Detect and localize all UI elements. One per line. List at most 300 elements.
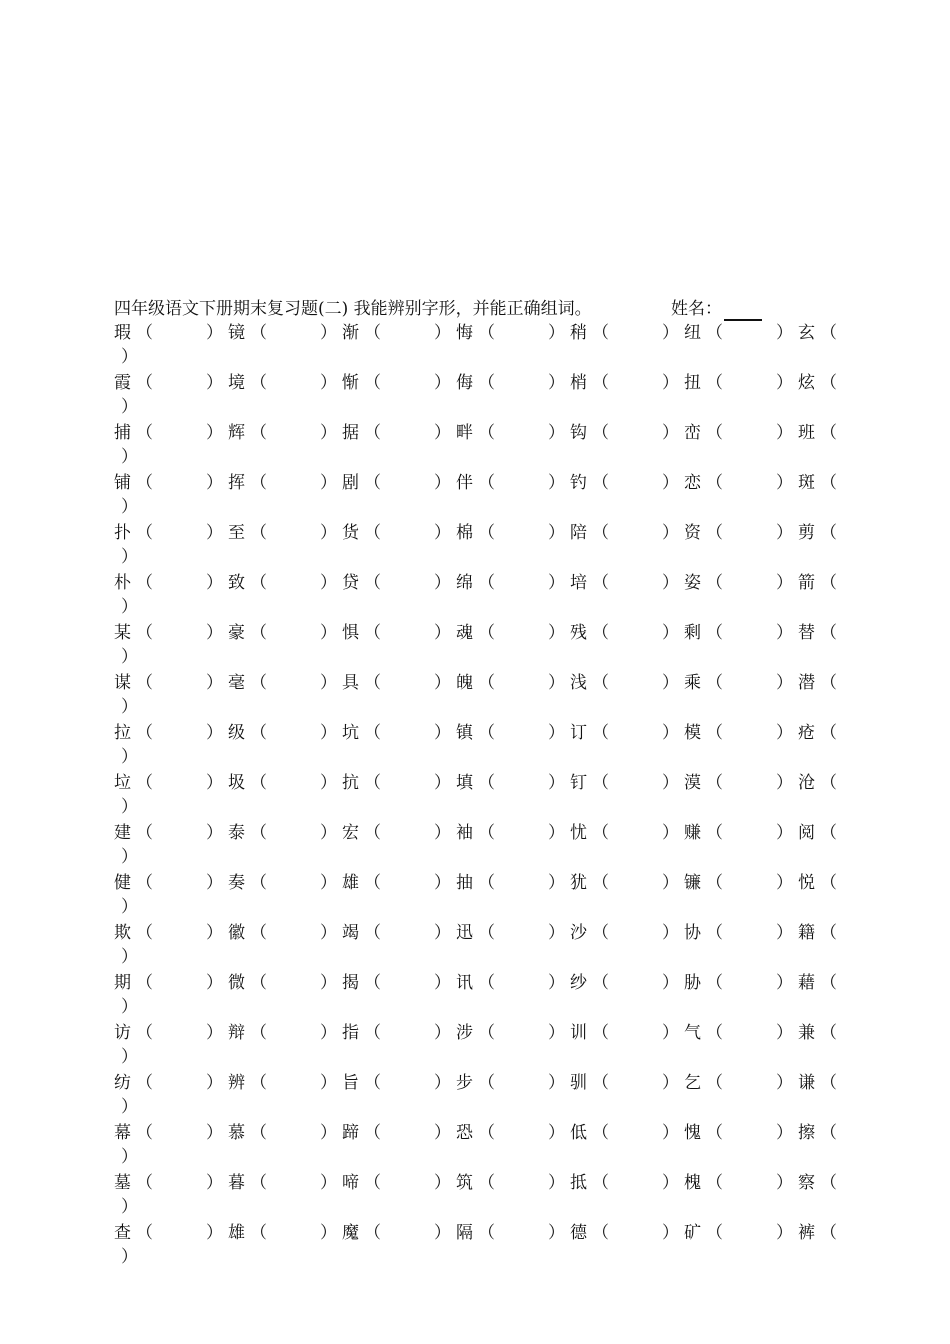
word-item: [320, 621, 434, 645]
word-item: [548, 1071, 662, 1095]
paren-close: ）: [662, 1123, 679, 1143]
answer-blank[interactable]: （: [136, 373, 153, 393]
word-item: [206, 721, 320, 745]
word-item: [206, 971, 320, 995]
name-blank[interactable]: [724, 301, 762, 321]
character: 至: [228, 523, 245, 543]
character: 徽: [228, 923, 245, 943]
paren-close: ）: [776, 573, 793, 593]
character: 察: [798, 1173, 815, 1193]
word-row: [114, 321, 844, 371]
answer-blank[interactable]: （: [592, 873, 609, 893]
paren-close: ）: [320, 523, 337, 543]
word-item: [548, 321, 662, 345]
word-item: [206, 421, 320, 445]
answer-blank[interactable]: （: [820, 1123, 837, 1143]
character: 模: [684, 723, 701, 743]
answer-blank[interactable]: （: [364, 823, 381, 843]
answer-blank[interactable]: （: [250, 473, 267, 493]
answer-blank[interactable]: （: [364, 1123, 381, 1143]
answer-blank[interactable]: （: [592, 823, 609, 843]
answer-blank[interactable]: （: [364, 1073, 381, 1093]
paren-close: ）: [320, 373, 337, 393]
paren-close: ）: [121, 447, 138, 467]
paren-close: ）: [548, 1073, 565, 1093]
answer-blank[interactable]: （: [820, 773, 837, 793]
answer-blank[interactable]: （: [478, 423, 495, 443]
character: 幕: [114, 1123, 131, 1143]
word-item: [548, 1121, 662, 1145]
answer-blank[interactable]: （: [136, 573, 153, 593]
answer-blank[interactable]: （: [706, 823, 723, 843]
answer-blank[interactable]: （: [250, 923, 267, 943]
paren-close: ）: [320, 1123, 337, 1143]
answer-blank[interactable]: （: [250, 823, 267, 843]
answer-blank[interactable]: （: [364, 523, 381, 543]
paren-close: ）: [662, 723, 679, 743]
word-item: [776, 971, 890, 995]
word-item: [320, 521, 434, 545]
paren-close: ）: [776, 473, 793, 493]
answer-blank[interactable]: （: [820, 723, 837, 743]
answer-blank[interactable]: （: [820, 323, 837, 343]
word-item: [206, 571, 320, 595]
character: 训: [570, 1023, 587, 1043]
character: 铺: [114, 473, 131, 493]
paren-close: ）: [548, 773, 565, 793]
answer-blank[interactable]: （: [478, 873, 495, 893]
word-item: [206, 921, 320, 945]
paren-close: ）: [662, 1073, 679, 1093]
character: 指: [342, 1023, 359, 1043]
paren-close: ）: [548, 923, 565, 943]
answer-blank[interactable]: （: [706, 1223, 723, 1243]
word-item: [206, 1221, 320, 1245]
answer-blank[interactable]: （: [364, 373, 381, 393]
answer-blank[interactable]: （: [592, 1123, 609, 1143]
word-row: [114, 1071, 844, 1121]
answer-blank[interactable]: （: [478, 673, 495, 693]
answer-blank[interactable]: （: [364, 323, 381, 343]
answer-blank[interactable]: （: [706, 373, 723, 393]
answer-blank[interactable]: （: [478, 773, 495, 793]
word-row: [114, 621, 844, 671]
word-item: [776, 471, 890, 495]
word-item: [776, 871, 890, 895]
character: 隔: [456, 1223, 473, 1243]
word-item: [206, 321, 320, 345]
paren-close: ）: [121, 547, 138, 567]
answer-blank[interactable]: （: [820, 823, 837, 843]
answer-blank[interactable]: （: [592, 723, 609, 743]
character: 籍: [798, 923, 815, 943]
paren-close: ）: [776, 623, 793, 643]
word-item: [320, 571, 434, 595]
paren-close: ）: [206, 1223, 223, 1243]
answer-blank[interactable]: （: [136, 723, 153, 743]
answer-blank[interactable]: （: [820, 923, 837, 943]
title-line: [114, 297, 844, 321]
paren-close: ）: [548, 673, 565, 693]
answer-blank[interactable]: （: [592, 973, 609, 993]
word-item: [320, 1071, 434, 1095]
character: 揭: [342, 973, 359, 993]
answer-blank[interactable]: （: [592, 1173, 609, 1193]
answer-blank[interactable]: （: [706, 1073, 723, 1093]
answer-blank[interactable]: （: [136, 673, 153, 693]
answer-blank[interactable]: （: [592, 673, 609, 693]
character: 挥: [228, 473, 245, 493]
character: 犹: [570, 873, 587, 893]
character: 抗: [342, 773, 359, 793]
character: 钓: [570, 473, 587, 493]
answer-blank[interactable]: （: [478, 1073, 495, 1093]
answer-blank[interactable]: （: [136, 473, 153, 493]
answer-blank[interactable]: （: [820, 573, 837, 593]
character: 墓: [114, 1173, 131, 1193]
answer-blank[interactable]: （: [706, 923, 723, 943]
paren-close: ）: [776, 1173, 793, 1193]
answer-blank[interactable]: （: [250, 1023, 267, 1043]
answer-blank[interactable]: （: [250, 573, 267, 593]
paren-close: ）: [548, 823, 565, 843]
answer-blank[interactable]: （: [478, 623, 495, 643]
answer-blank[interactable]: （: [478, 373, 495, 393]
word-item: [662, 871, 776, 895]
answer-blank[interactable]: （: [592, 1073, 609, 1093]
answer-blank[interactable]: （: [364, 623, 381, 643]
answer-blank[interactable]: （: [250, 773, 267, 793]
character: 驯: [570, 1073, 587, 1093]
answer-blank[interactable]: （: [820, 1173, 837, 1193]
answer-blank[interactable]: （: [706, 773, 723, 793]
answer-blank[interactable]: （: [250, 1173, 267, 1193]
word-item: [206, 771, 320, 795]
word-item: [434, 1121, 548, 1145]
paren-close: ）: [662, 473, 679, 493]
answer-blank[interactable]: （: [820, 973, 837, 993]
paren-close: ）: [434, 373, 451, 393]
answer-blank[interactable]: （: [592, 573, 609, 593]
paren-close: ）: [320, 323, 337, 343]
character: 步: [456, 1073, 473, 1093]
paren-close: ）: [434, 1123, 451, 1143]
paren-close: ）: [662, 1023, 679, 1043]
answer-blank[interactable]: （: [250, 723, 267, 743]
word-item: [776, 571, 890, 595]
word-item: [548, 771, 662, 795]
paren-close: ）: [206, 323, 223, 343]
paren-close: ）: [434, 573, 451, 593]
answer-blank[interactable]: （: [478, 573, 495, 593]
word-item: [548, 721, 662, 745]
answer-blank[interactable]: （: [364, 1173, 381, 1193]
answer-blank[interactable]: （: [592, 373, 609, 393]
answer-blank[interactable]: （: [364, 723, 381, 743]
answer-blank[interactable]: （: [820, 423, 837, 443]
answer-blank[interactable]: （: [478, 823, 495, 843]
character: 致: [228, 573, 245, 593]
character: 残: [570, 623, 587, 643]
paren-close: ）: [434, 923, 451, 943]
paren-close: ）: [662, 523, 679, 543]
answer-blank[interactable]: （: [136, 623, 153, 643]
answer-blank[interactable]: （: [250, 373, 267, 393]
paren-close: ）: [121, 797, 138, 817]
answer-blank[interactable]: （: [478, 923, 495, 943]
paren-close: ）: [548, 1123, 565, 1143]
paren-close: ）: [776, 823, 793, 843]
answer-blank[interactable]: （: [136, 923, 153, 943]
answer-blank[interactable]: （: [364, 473, 381, 493]
character: 藉: [798, 973, 815, 993]
answer-blank[interactable]: （: [364, 873, 381, 893]
word-item: [662, 1021, 776, 1045]
word-item: [662, 571, 776, 595]
character: 镜: [228, 323, 245, 343]
answer-blank[interactable]: （: [706, 623, 723, 643]
answer-blank[interactable]: （: [478, 1023, 495, 1043]
character: 魄: [456, 673, 473, 693]
answer-blank[interactable]: （: [250, 423, 267, 443]
paren-close: ）: [434, 823, 451, 843]
character: 抽: [456, 873, 473, 893]
paren-close: ）: [121, 647, 138, 667]
word-row: [114, 1021, 844, 1071]
answer-blank[interactable]: （: [478, 1223, 495, 1243]
paren-close: ）: [662, 373, 679, 393]
answer-blank[interactable]: （: [250, 323, 267, 343]
paren-close: ）: [206, 773, 223, 793]
answer-blank[interactable]: （: [706, 1023, 723, 1043]
answer-blank[interactable]: （: [592, 323, 609, 343]
paren-close: ）: [121, 597, 138, 617]
paren-close: ）: [776, 723, 793, 743]
paren-close: ）: [776, 373, 793, 393]
character: 期: [114, 973, 131, 993]
word-item: [662, 621, 776, 645]
answer-blank[interactable]: （: [136, 323, 153, 343]
word-item: [662, 421, 776, 445]
word-row: [114, 771, 844, 821]
character: 具: [342, 673, 359, 693]
word-item: [662, 321, 776, 345]
answer-blank[interactable]: （: [364, 923, 381, 943]
word-item: [320, 871, 434, 895]
character: 低: [570, 1123, 587, 1143]
character: 擦: [798, 1123, 815, 1143]
word-item: [320, 671, 434, 695]
word-item: [434, 371, 548, 395]
answer-blank[interactable]: （: [592, 1223, 609, 1243]
character: 霞: [114, 373, 131, 393]
word-item: [206, 1171, 320, 1195]
paren-close: ）: [662, 423, 679, 443]
paren-close: ）: [434, 473, 451, 493]
word-item: [662, 771, 776, 795]
word-item: [206, 1021, 320, 1045]
character: 订: [570, 723, 587, 743]
word-row: [114, 1171, 844, 1221]
answer-blank[interactable]: （: [706, 1123, 723, 1143]
answer-blank[interactable]: （: [250, 1073, 267, 1093]
character: 镰: [684, 873, 701, 893]
word-item: [206, 371, 320, 395]
answer-blank[interactable]: （: [820, 1223, 837, 1243]
paren-close: ）: [434, 323, 451, 343]
word-item: [548, 621, 662, 645]
answer-blank[interactable]: （: [136, 423, 153, 443]
answer-blank[interactable]: （: [364, 573, 381, 593]
paren-close: ）: [320, 1223, 337, 1243]
answer-blank[interactable]: （: [820, 373, 837, 393]
paren-close: ）: [320, 1023, 337, 1043]
character: 替: [798, 623, 815, 643]
answer-blank[interactable]: （: [136, 973, 153, 993]
character: 慕: [228, 1123, 245, 1143]
character: 镇: [456, 723, 473, 743]
answer-blank[interactable]: （: [706, 673, 723, 693]
answer-blank[interactable]: （: [592, 423, 609, 443]
answer-blank[interactable]: （: [136, 523, 153, 543]
character: 豪: [228, 623, 245, 643]
character: 裤: [798, 1223, 815, 1243]
word-item: [434, 821, 548, 845]
answer-blank[interactable]: （: [592, 923, 609, 943]
answer-blank[interactable]: （: [136, 823, 153, 843]
answer-blank[interactable]: （: [706, 573, 723, 593]
paren-close: ）: [206, 523, 223, 543]
paren-close: ）: [662, 773, 679, 793]
word-item: [206, 621, 320, 645]
answer-blank[interactable]: （: [250, 523, 267, 543]
answer-blank[interactable]: （: [478, 523, 495, 543]
answer-blank[interactable]: （: [136, 1223, 153, 1243]
character: 恐: [456, 1123, 473, 1143]
word-item: [320, 1021, 434, 1045]
character: 赚: [684, 823, 701, 843]
answer-blank[interactable]: （: [478, 973, 495, 993]
answer-blank[interactable]: （: [820, 523, 837, 543]
answer-blank[interactable]: （: [136, 773, 153, 793]
answer-blank[interactable]: （: [592, 773, 609, 793]
answer-blank[interactable]: （: [250, 873, 267, 893]
answer-blank[interactable]: （: [250, 673, 267, 693]
answer-blank[interactable]: （: [478, 473, 495, 493]
answer-blank[interactable]: （: [364, 1223, 381, 1243]
character: 沙: [570, 923, 587, 943]
answer-blank[interactable]: （: [364, 773, 381, 793]
answer-blank[interactable]: （: [136, 1023, 153, 1043]
character: 拉: [114, 723, 131, 743]
word-item: [548, 871, 662, 895]
answer-blank[interactable]: （: [592, 623, 609, 643]
answer-blank[interactable]: （: [364, 673, 381, 693]
answer-blank[interactable]: （: [136, 1073, 153, 1093]
answer-blank[interactable]: （: [820, 1023, 837, 1043]
character: 魂: [456, 623, 473, 643]
answer-blank[interactable]: （: [592, 523, 609, 543]
word-item: [434, 621, 548, 645]
character: 疮: [798, 723, 815, 743]
character: 圾: [228, 773, 245, 793]
paren-close: ）: [320, 773, 337, 793]
answer-blank[interactable]: （: [478, 323, 495, 343]
word-item: [434, 1021, 548, 1045]
character: 旨: [342, 1073, 359, 1093]
answer-blank[interactable]: （: [592, 1023, 609, 1043]
word-item: [776, 421, 890, 445]
answer-blank[interactable]: （: [250, 973, 267, 993]
character: 伴: [456, 473, 473, 493]
answer-blank[interactable]: （: [820, 1073, 837, 1093]
paren-close: ）: [206, 423, 223, 443]
answer-blank[interactable]: （: [478, 1123, 495, 1143]
answer-blank[interactable]: （: [136, 1123, 153, 1143]
paren-close: ）: [320, 823, 337, 843]
answer-blank[interactable]: （: [706, 873, 723, 893]
answer-blank[interactable]: （: [478, 1173, 495, 1193]
answer-blank[interactable]: （: [706, 1173, 723, 1193]
character: 毫: [228, 673, 245, 693]
answer-blank[interactable]: （: [820, 473, 837, 493]
answer-blank[interactable]: （: [706, 523, 723, 543]
word-item: [320, 421, 434, 445]
answer-blank[interactable]: （: [250, 623, 267, 643]
paren-close: ）: [662, 623, 679, 643]
paren-close: ）: [206, 473, 223, 493]
word-item: [434, 1221, 548, 1245]
paren-close: ）: [548, 323, 565, 343]
word-item: [776, 521, 890, 545]
answer-blank[interactable]: （: [706, 723, 723, 743]
paren-close: ）: [776, 873, 793, 893]
word-row: [114, 971, 844, 1021]
character: 货: [342, 523, 359, 543]
word-item: [320, 921, 434, 945]
answer-blank[interactable]: （: [820, 623, 837, 643]
paren-close: ）: [320, 973, 337, 993]
answer-blank[interactable]: （: [250, 1223, 267, 1243]
word-item: [206, 521, 320, 545]
answer-blank[interactable]: （: [364, 973, 381, 993]
character: 侮: [456, 373, 473, 393]
character: 愧: [684, 1123, 701, 1143]
answer-blank[interactable]: （: [592, 473, 609, 493]
answer-blank[interactable]: （: [820, 873, 837, 893]
answer-blank[interactable]: （: [706, 423, 723, 443]
answer-blank[interactable]: （: [706, 973, 723, 993]
answer-blank[interactable]: （: [364, 1023, 381, 1043]
answer-blank[interactable]: （: [136, 1173, 153, 1193]
word-item: [114, 1171, 206, 1195]
paren-close: ）: [434, 1223, 451, 1243]
answer-blank[interactable]: （: [820, 673, 837, 693]
answer-blank[interactable]: （: [706, 323, 723, 343]
word-item: [434, 521, 548, 545]
word-row: [114, 471, 844, 521]
paren-close: ）: [206, 1123, 223, 1143]
answer-blank[interactable]: （: [364, 423, 381, 443]
answer-blank[interactable]: （: [136, 873, 153, 893]
paren-close: ）: [776, 323, 793, 343]
word-row: [114, 871, 844, 921]
paren-close: ）: [662, 323, 679, 343]
answer-blank[interactable]: （: [250, 1123, 267, 1143]
character: 培: [570, 573, 587, 593]
answer-blank[interactable]: （: [706, 473, 723, 493]
answer-blank[interactable]: （: [478, 723, 495, 743]
